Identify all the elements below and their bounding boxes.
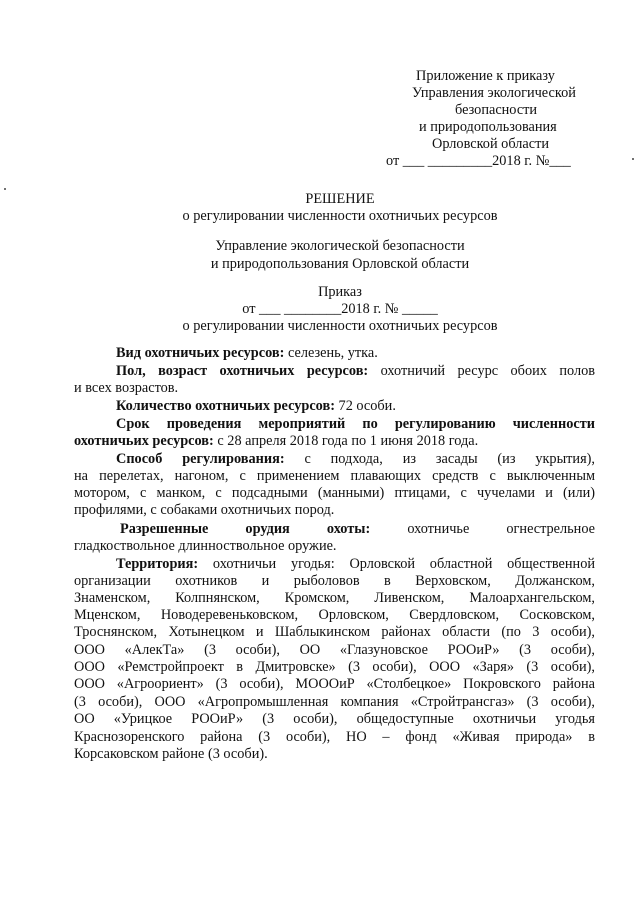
territory-line-8: ООО «Агроориент» (3 особи), МОООиР «Столбецкое» Покровского района bbox=[74, 676, 595, 692]
sex-age-value: охотничий ресурс обоих полов bbox=[368, 363, 595, 379]
territory-line-6: ООО «АлекТа» (3 особи), ОО «Глазуновское РООиР» (3 особи), bbox=[74, 642, 595, 658]
territory-line-2: организации охотников и рыболовов в Верховском, Должанском, bbox=[74, 573, 595, 589]
territory-line-4: Мценском, Новодеревеньковском, Орловском, Свердловском, Сосковском, bbox=[74, 607, 595, 623]
order-date-line: от ___ ________2018 г. № _____ bbox=[242, 301, 438, 317]
territory-line-12: Корсаковском районе (3 особи). bbox=[74, 746, 268, 762]
sex-age-paragraph bbox=[116, 363, 595, 380]
agency-line-2: и природопользования Орловской области bbox=[210, 256, 470, 272]
territory-line-3: Знаменском, Колпнянском, Кромском, Ливенском, Малоархангельском, bbox=[74, 590, 595, 606]
appendix-line-5: Орловской области bbox=[432, 136, 549, 152]
weapons-line-2: гладкоствольное длинноствольное оружие. bbox=[74, 538, 337, 554]
weapons-label: Разрешенные орудия охоты: bbox=[120, 521, 371, 537]
species-value: селезень, утка. bbox=[284, 345, 378, 361]
period-paragraph bbox=[74, 433, 478, 450]
order-subject: о регулировании численности охотничьих ресурсов bbox=[182, 318, 498, 334]
territory-line-11: Краснозоренского района (3 особи), НО – фонд «Живая природа» в bbox=[74, 729, 595, 745]
territory-line-9: (3 особи), ООО «Агропромышленная компания «Стройтрансгаз» (3 особи), bbox=[74, 694, 595, 710]
decision-title: РЕШЕНИЕ bbox=[305, 191, 375, 207]
weapons-line-1: Разрешенные орудия охоты: охотничье огнестрельное bbox=[120, 521, 596, 537]
territory-line-7: ООО «Ремстройпроект в Дмитровске» (3 особи), ООО «Заря» (3 особи), bbox=[74, 659, 595, 675]
agency-line-1: Управление экологической безопасности bbox=[215, 238, 465, 254]
method-line-3: мотором, с манком, с подсадными (манными) птицами, с чучелами и (или) bbox=[74, 485, 595, 501]
period-value: с 28 апреля 2018 года по 1 июня 2018 года. bbox=[213, 433, 479, 449]
territory-line-10: ОО «Урицкое РООиР» (3 особи), общедоступные охотничьи угодья bbox=[74, 711, 595, 727]
appendix-line-1: Приложение к приказу bbox=[416, 68, 555, 84]
method-label: Способ регулирования: bbox=[116, 451, 285, 467]
method-line-4: профилями, с собаками охотничьих пород. bbox=[74, 502, 335, 518]
method-line-2: на перелетах, нагоном, с применением плавающих средств с выключенным bbox=[74, 468, 595, 484]
species-paragraph bbox=[116, 345, 378, 362]
species-label: Вид охотничьих ресурсов: bbox=[116, 345, 285, 361]
territory-line-5: Троснянском, Хотынецком и Шаблыкинском районах области (по 3 особи), bbox=[74, 624, 595, 640]
scan-speck bbox=[632, 158, 634, 160]
order-title: Приказ bbox=[318, 284, 362, 300]
appendix-line-4: и природопользования bbox=[419, 119, 557, 135]
quantity-label: Количество охотничьих ресурсов: bbox=[116, 398, 335, 414]
period-label-line-1: Срок проведения мероприятий по регулированию численности bbox=[116, 416, 595, 432]
territory-label: Территория: bbox=[116, 556, 199, 572]
sex-age-continuation: и всех возрастов. bbox=[74, 380, 179, 396]
appendix-line-2: Управления экологической bbox=[412, 85, 576, 101]
decision-subtitle: о регулировании численности охотничьих ресурсов bbox=[182, 208, 498, 224]
quantity-value: 72 особи. bbox=[334, 398, 396, 414]
method-line-1: Способ регулирования: с подхода, из засады (из укрытия), bbox=[116, 451, 595, 467]
scan-speck bbox=[4, 188, 6, 190]
period-label-line-2: охотничьих ресурсов: bbox=[74, 433, 214, 449]
appendix-date-line: от ___ _________2018 г. №___ bbox=[386, 153, 571, 169]
territory-line-1: Территория: охотничьи угодья: Орловской областной общественной bbox=[116, 556, 595, 572]
sex-age-label: Пол, возраст охотничьих ресурсов: bbox=[116, 363, 369, 379]
quantity-paragraph bbox=[116, 398, 396, 415]
appendix-line-3: безопасности bbox=[455, 102, 538, 118]
